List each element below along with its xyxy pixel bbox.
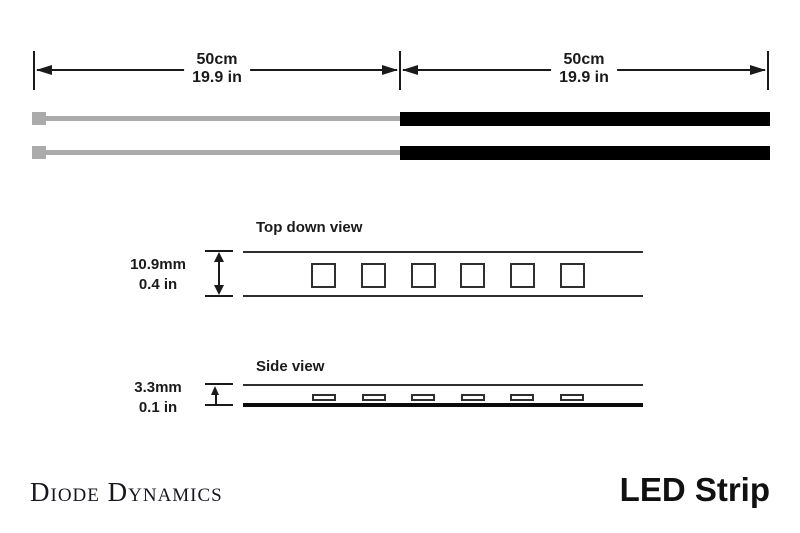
dimension-segment-right: [399, 51, 769, 90]
dimension-tick: [205, 383, 233, 385]
led-chip-side: [560, 394, 584, 401]
dimension-tick: [205, 404, 233, 406]
width-metric: 10.9mm: [130, 256, 186, 273]
wire-lead: [44, 150, 400, 155]
arrow-down-icon: [214, 285, 224, 295]
dimension-imperial: 19.9 in: [192, 69, 242, 86]
arrow-right-icon: [750, 65, 766, 75]
dimension-tick: [399, 51, 401, 90]
led-chip-side: [411, 394, 435, 401]
top-down-view-strip: [243, 251, 643, 297]
arrow-left-icon: [402, 65, 418, 75]
led-chip: [361, 263, 386, 288]
led-chip: [460, 263, 485, 288]
product-title: LED Strip: [619, 471, 770, 508]
arrow-up-icon: [211, 386, 219, 395]
dimension-segment-left: [33, 51, 401, 90]
height-imperial: 0.1 in: [138, 399, 178, 416]
wire-lead: [44, 116, 400, 121]
dimension-tick: [767, 51, 769, 90]
led-chip: [510, 263, 535, 288]
led-chip-side: [362, 394, 386, 401]
led-chip: [560, 263, 585, 288]
diode-dynamics-logo: Diode Dynamics: [30, 477, 223, 507]
side-view-led-row: [312, 394, 584, 401]
dimension-tick: [205, 295, 233, 297]
dimension-imperial: 19.9 in: [559, 69, 609, 86]
arrow-left-icon: [36, 65, 52, 75]
width-imperial: 0.4 in: [138, 276, 178, 293]
led-chip-side: [312, 394, 336, 401]
dimension-tick: [33, 51, 35, 90]
top-down-led-row: [311, 263, 585, 288]
led-strip-bar: [400, 112, 770, 126]
led-chip: [311, 263, 336, 288]
arrow-up-icon: [214, 252, 224, 262]
height-dimension-label: [118, 378, 198, 418]
width-dimension-label: [118, 255, 198, 295]
side-view-label: Side view: [256, 358, 325, 375]
led-chip: [411, 263, 436, 288]
arrow-right-icon: [382, 65, 398, 75]
top-down-view-label: Top down view: [256, 219, 363, 236]
led-strip-bar: [400, 146, 770, 160]
dimension-label: [184, 51, 250, 87]
led-chip-side: [510, 394, 534, 401]
led-chip-side: [461, 394, 485, 401]
dimension-metric: 50cm: [196, 51, 238, 68]
side-view-strip: [243, 384, 643, 407]
dimension-label: [551, 51, 617, 87]
dimension-metric: 50cm: [563, 51, 605, 68]
height-metric: 3.3mm: [134, 379, 182, 396]
